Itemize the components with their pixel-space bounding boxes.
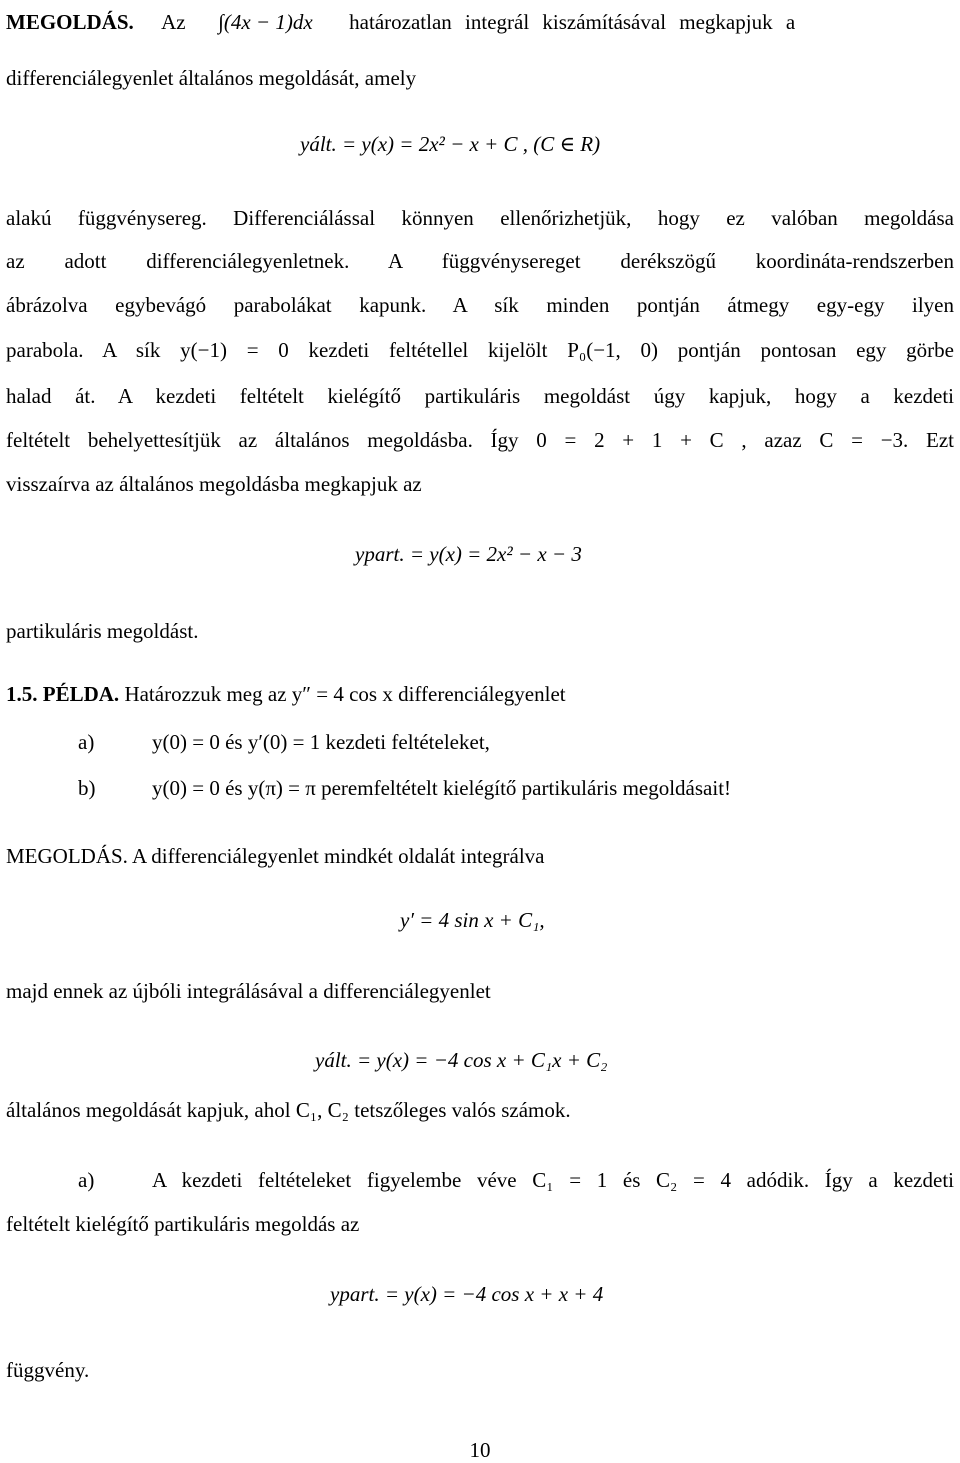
item-a2-label: a): [78, 1168, 95, 1192]
paragraph-line: majd ennek az újbóli integrálásával a differenciálegyenlet: [6, 979, 491, 1003]
equation-first-integral: y′ = 4 sin x + C₁,: [400, 908, 545, 932]
paragraph-line: feltételt kielégítő partikuláris megoldás az: [6, 1212, 360, 1236]
paragraph-line: differenciálegyenlet általános megoldását, amely: [6, 66, 417, 90]
example-item-a-label: a): [78, 730, 95, 754]
paragraph-line: partikuláris megoldást.: [6, 619, 199, 643]
equation-general-solution: yált. = y(x) = 2x² − x + C , (C ∈ R): [300, 132, 601, 156]
header-rest: határozatlan integrál kiszámításával megkapjuk a: [349, 10, 796, 34]
item-a2-text: A kezdeti feltételeket figyelembe véve C₁ = 1 és C₂ = 4 adódik. Így a kezdeti: [152, 1168, 954, 1192]
solution-label: MEGOLDÁS.: [6, 10, 134, 34]
example-heading: [6, 680, 954, 708]
header-line: [6, 8, 954, 36]
example-item-b-text: y(0) = 0 és y(π) = π peremfeltételt kielégítő partikuláris megoldásait!: [152, 776, 732, 800]
equation-particular-solution-2: ypart. = y(x) = −4 cos x + x + 4: [330, 1282, 604, 1306]
example-label: 1.5. PÉLDA.: [6, 682, 120, 706]
paragraph-line: parabola. A sík y(−1) = 0 kezdeti feltétellel kijelölt P₀(−1, 0) pontján pontosan egy görbe: [6, 338, 954, 362]
paragraph-line: alakú függvénysereg. Differenciálással könnyen ellenőrizhetjük, hogy ez valóban megoldása: [6, 206, 954, 230]
solution2-label: MEGOLDÁS.: [6, 844, 128, 868]
paragraph-line: halad át. A kezdeti feltételt kielégítő partikuláris megoldást úgy kapjuk, hogy a kezdeti: [6, 384, 954, 408]
paragraph-line: függvény.: [6, 1358, 90, 1382]
solution2-text: A differenciálegyenlet mindkét oldalát integrálva: [132, 844, 545, 868]
paragraph-line: ábrázolva egybevágó parabolákat kapunk. A sík minden pontján átmegy egy-egy ilyen: [6, 293, 954, 317]
equation-general-solution-2: yált. = y(x) = −4 cos x + C₁x + C₂: [315, 1048, 608, 1072]
paragraph-line: feltételt behelyettesítjük az általános megoldásba. Így 0 = 2 + 1 + C , azaz C = −3. Ezt: [6, 428, 954, 452]
solution2-heading: [6, 842, 954, 870]
example-item-b-label: b): [78, 776, 96, 800]
az-word: Az: [161, 10, 186, 34]
integral-expression: ∫(4x − 1)dx: [218, 10, 313, 34]
page-number: 10: [469, 1438, 491, 1462]
paragraph-line: visszaírva az általános megoldásba megkapjuk az: [6, 472, 422, 496]
paragraph-line: az adott differenciálegyenletnek. A függvénysereget derékszögű koordináta-rendszerben: [6, 249, 954, 273]
example-item-a-text: y(0) = 0 és y′(0) = 1 kezdeti feltételeket,: [152, 730, 490, 754]
paragraph-line: általános megoldását kapjuk, ahol C₁, C₂ tetszőleges valós számok.: [6, 1098, 571, 1122]
example-text: Határozzuk meg az y″ = 4 cos x differenciálegyenlet: [124, 682, 566, 706]
equation-particular-solution: ypart. = y(x) = 2x² − x − 3: [355, 542, 582, 566]
